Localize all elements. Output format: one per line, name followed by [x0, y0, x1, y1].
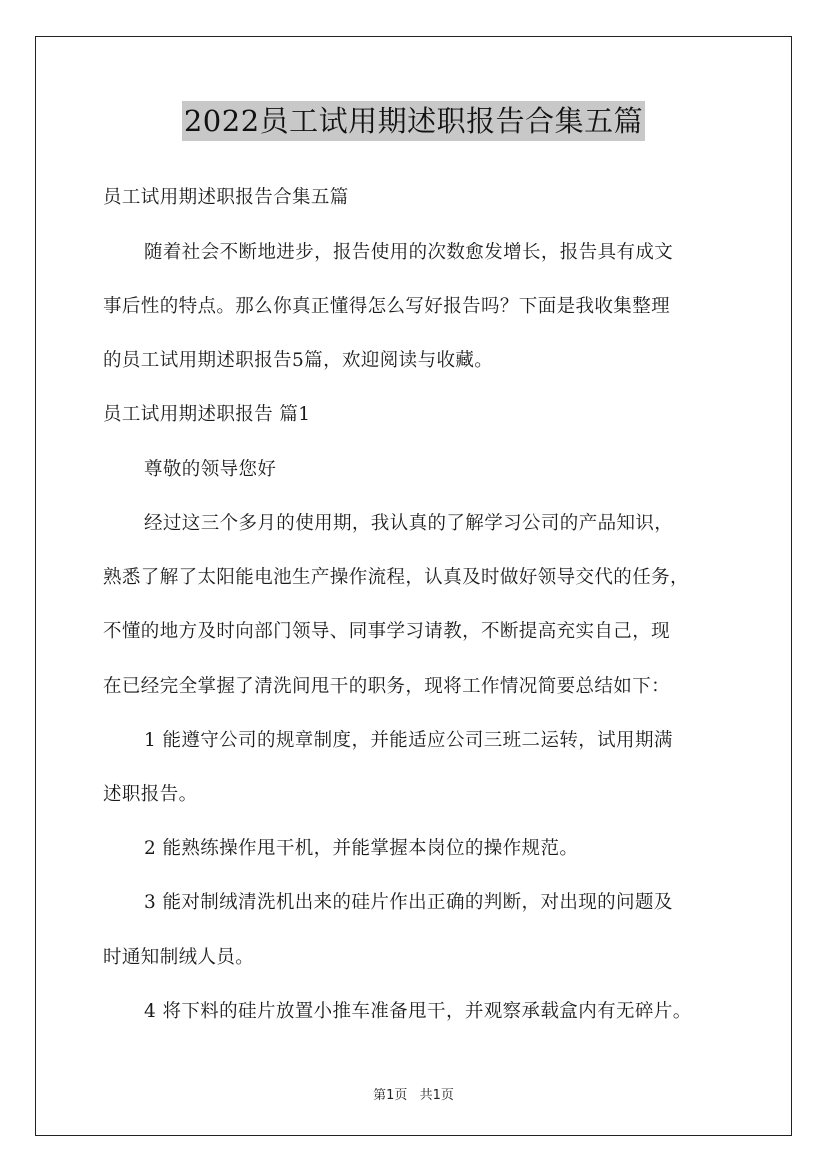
page-footer	[0, 1084, 827, 1103]
paragraph-line: 不懂的地方及时向部门领导、同事学习请教，不断提高充实自己，现	[103, 621, 671, 642]
document-title: 2022员工试用期述职报告合集五篇	[182, 101, 645, 141]
paragraph-line: 在已经完全掌握了清洗间甩干的职务，现将工作情况简要总结如下：	[103, 676, 671, 697]
title-container	[0, 101, 827, 141]
list-item-line: 2 能熟练操作甩干机，并能掌握本岗位的操作规范。	[144, 838, 579, 859]
paragraph-line: 经过这三个多月的使用期，我认真的了解学习公司的产品知识，	[144, 513, 674, 534]
paragraph-line: 随着社会不断地进步，报告使用的次数愈发增长，报告具有成文	[144, 242, 674, 263]
paragraph-line: 的员工试用期述职报告5篇，欢迎阅读与收藏。	[103, 350, 494, 371]
list-item-line: 3 能对制绒清洗机出来的硅片作出正确的判断，对出现的问题及	[144, 892, 673, 913]
list-item-line: 时通知制绒人员。	[103, 947, 255, 968]
list-item-line: 4 将下料的硅片放置小推车准备甩干，并观察承载盒内有无碎片。	[144, 1001, 692, 1022]
section-heading: 员工试用期述职报告 篇1	[103, 404, 311, 425]
salutation: 尊敬的领导您好	[144, 459, 277, 480]
section-heading: 员工试用期述职报告合集五篇	[103, 187, 349, 208]
list-item-line: 1 能遵守公司的规章制度，并能适应公司三班二运转，试用期满	[144, 730, 673, 751]
list-item-line: 述职报告。	[103, 784, 198, 805]
page-number: 第1页	[373, 1088, 408, 1103]
paragraph-line: 熟悉了解了太阳能电池生产操作流程，认真及时做好领导交代的任务，	[103, 567, 689, 588]
paragraph-line: 事后性的特点。那么你真正懂得怎么写好报告吗？下面是我收集整理	[103, 296, 671, 317]
page-total: 共1页	[419, 1088, 454, 1103]
